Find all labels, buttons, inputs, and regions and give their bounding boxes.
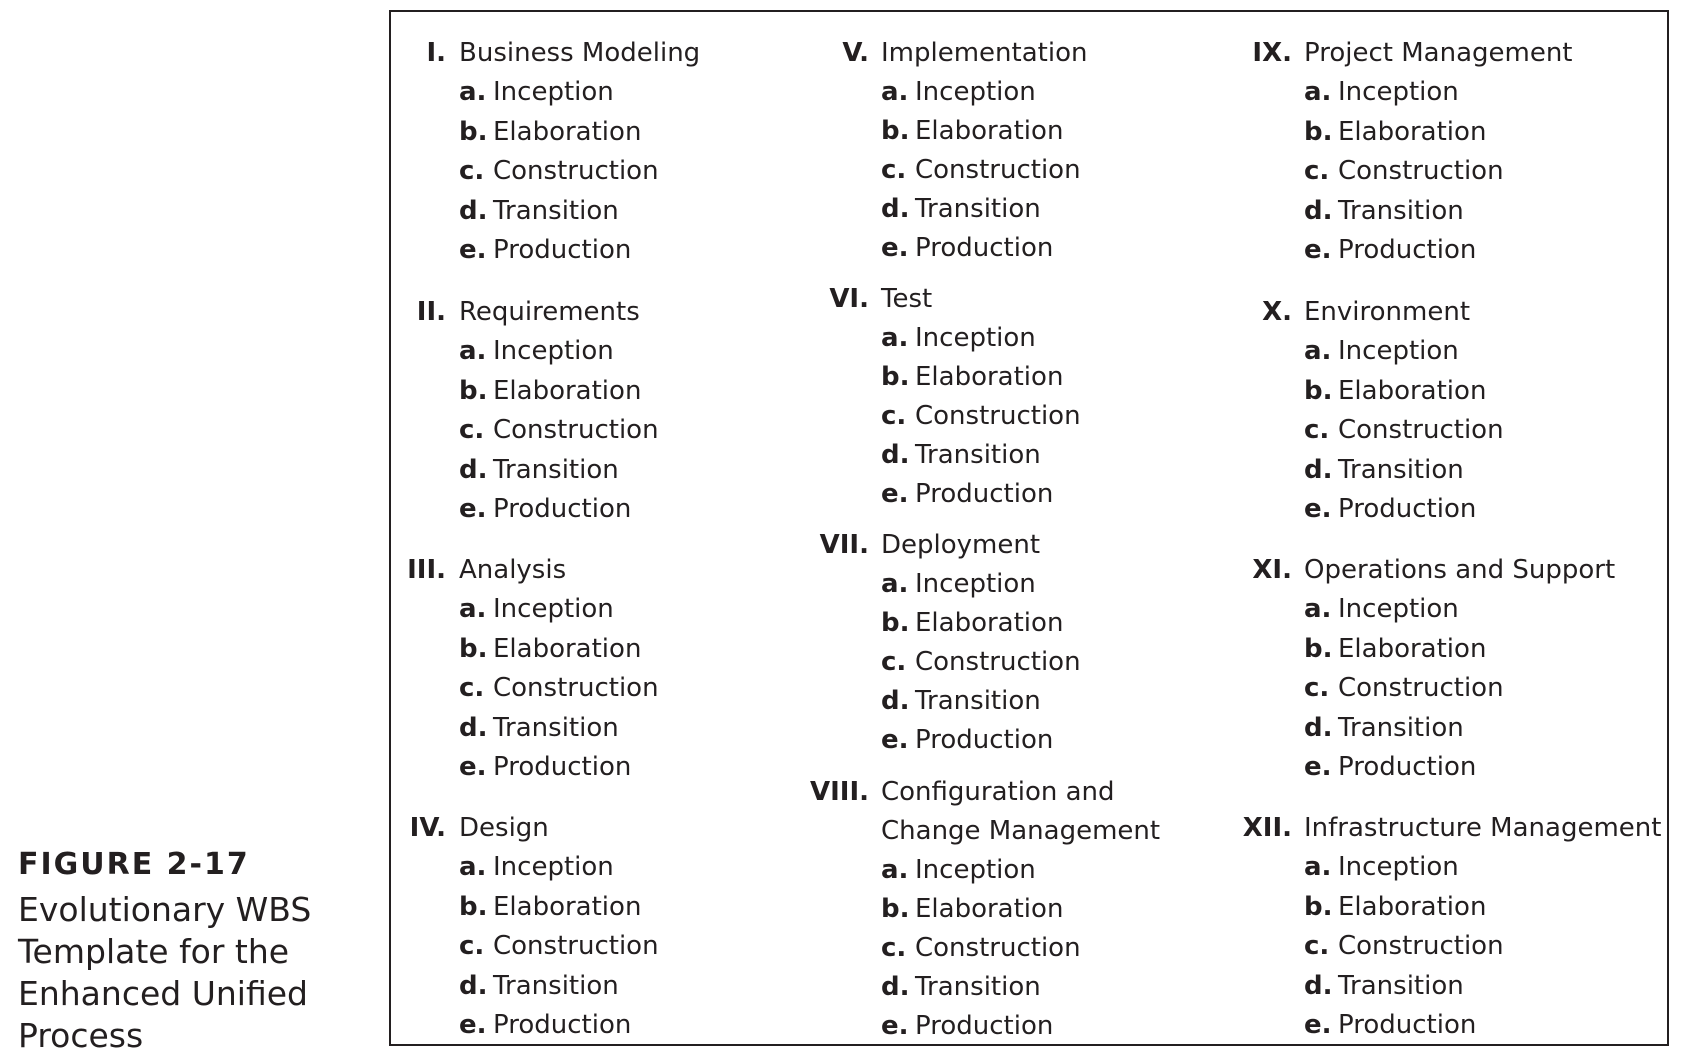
phase-letter: d.: [881, 972, 910, 1002]
phase-letter: c.: [459, 673, 485, 703]
phase-letter: c.: [459, 156, 485, 186]
phase-letter: e.: [881, 1011, 909, 1041]
caption-line: Template for the: [18, 932, 290, 971]
section-numeral: I.: [426, 38, 446, 68]
phase-name: Elaboration: [915, 362, 1064, 392]
phase-letter: d.: [1304, 970, 1333, 1001]
phase-letter: c.: [1304, 931, 1330, 961]
phase-letter: a.: [1304, 336, 1332, 366]
phase-letter: c.: [881, 933, 907, 963]
phase-letter: d.: [1304, 454, 1333, 485]
phase-letter: e.: [1304, 1010, 1332, 1040]
wbs-template-frame: [389, 10, 1669, 1046]
phase-letter: d.: [459, 195, 488, 226]
phase-letter: b.: [1304, 891, 1333, 922]
phase-name: Construction: [493, 156, 659, 186]
phase-name: Elaboration: [493, 116, 642, 147]
phase-name: Transition: [915, 194, 1041, 224]
phase-name: Production: [915, 479, 1054, 509]
figure-caption-text: [18, 889, 378, 1057]
section-numeral: II.: [416, 297, 446, 327]
phase-name: Transition: [1338, 195, 1464, 226]
phase-letter: e.: [1304, 494, 1332, 524]
phase-letter: c.: [881, 647, 907, 677]
phase-letter: e.: [1304, 235, 1332, 265]
phase-name: Construction: [915, 155, 1081, 185]
phase-letter: a.: [881, 323, 909, 353]
phase-name: Elaboration: [915, 116, 1064, 146]
phase-letter: c.: [459, 415, 485, 445]
figure-label: FIGURE 2-17: [18, 847, 250, 882]
phase-letter: b.: [459, 633, 488, 664]
section-numeral: IX.: [1252, 38, 1292, 68]
phase-letter: a.: [459, 77, 487, 107]
phase-letter: e.: [881, 479, 909, 509]
phase-name: Transition: [1338, 454, 1464, 485]
phase-letter: c.: [1304, 415, 1330, 445]
phase-letter: a.: [459, 852, 487, 882]
phase-name: Production: [915, 725, 1054, 755]
phase-name: Inception: [915, 855, 1036, 885]
phase-name: Construction: [1338, 931, 1504, 961]
caption-line: Enhanced Unified: [18, 974, 308, 1013]
phase-name: Production: [1338, 1010, 1477, 1040]
section-title: Project Management: [1304, 38, 1573, 68]
section-title: Environment: [1304, 297, 1471, 327]
phase-letter: e.: [459, 494, 487, 524]
phase-letter: d.: [881, 440, 910, 470]
section-numeral: V.: [842, 38, 869, 68]
phase-letter: c.: [459, 931, 485, 961]
caption-line: Process: [18, 1016, 144, 1055]
section-title: Operations and Support: [1304, 555, 1616, 585]
phase-letter: b.: [459, 891, 488, 922]
section-title: Change Management: [881, 816, 1161, 846]
section-title: Business Modeling: [459, 38, 701, 68]
phase-name: Inception: [493, 336, 614, 366]
phase-name: Transition: [1338, 970, 1464, 1001]
section-numeral: III.: [407, 555, 446, 585]
phase-name: Elaboration: [915, 894, 1064, 924]
phase-name: Elaboration: [1338, 633, 1487, 664]
phase-name: Construction: [915, 401, 1081, 431]
phase-name: Transition: [493, 712, 619, 743]
phase-letter: d.: [881, 686, 910, 716]
phase-name: Construction: [1338, 673, 1504, 703]
phase-name: Production: [493, 494, 632, 524]
phase-letter: d.: [881, 194, 910, 224]
phase-name: Inception: [915, 569, 1036, 599]
phase-letter: c.: [881, 155, 907, 185]
phase-letter: e.: [881, 233, 909, 263]
phase-name: Elaboration: [1338, 375, 1487, 406]
phase-name: Elaboration: [493, 375, 642, 406]
section-numeral: VII.: [819, 530, 869, 560]
phase-name: Inception: [1338, 336, 1459, 366]
section-numeral: VI.: [829, 284, 869, 314]
phase-name: Transition: [915, 972, 1041, 1002]
section-numeral: IV.: [409, 813, 446, 843]
section-title: Requirements: [459, 297, 640, 327]
phase-letter: a.: [1304, 594, 1332, 624]
phase-letter: b.: [1304, 375, 1333, 406]
phase-letter: a.: [459, 336, 487, 366]
phase-letter: e.: [459, 752, 487, 782]
section-numeral: XII.: [1242, 813, 1292, 843]
figure-caption: [18, 845, 378, 1057]
phase-letter: e.: [1304, 752, 1332, 782]
phase-name: Inception: [915, 77, 1036, 107]
phase-letter: b.: [881, 894, 910, 924]
phase-name: Construction: [1338, 156, 1504, 186]
phase-name: Production: [915, 1011, 1054, 1041]
phase-name: Elaboration: [1338, 891, 1487, 922]
section-title: Design: [459, 813, 549, 843]
section-title: Configuration and: [881, 777, 1115, 807]
phase-letter: e.: [881, 725, 909, 755]
phase-name: Inception: [1338, 77, 1459, 107]
phase-letter: a.: [881, 569, 909, 599]
phase-letter: d.: [1304, 712, 1333, 743]
phase-name: Transition: [493, 454, 619, 485]
phase-name: Transition: [915, 440, 1041, 470]
phase-letter: a.: [881, 855, 909, 885]
phase-name: Production: [1338, 494, 1477, 524]
phase-letter: a.: [459, 594, 487, 624]
section-title: Test: [881, 284, 933, 314]
phase-letter: c.: [881, 401, 907, 431]
phase-name: Production: [493, 235, 632, 265]
phase-name: Construction: [915, 647, 1081, 677]
section-numeral: XI.: [1252, 555, 1292, 585]
phase-letter: d.: [459, 970, 488, 1001]
phase-name: Production: [493, 1010, 632, 1040]
phase-name: Transition: [915, 686, 1041, 716]
phase-letter: d.: [459, 454, 488, 485]
section-numeral: X.: [1262, 297, 1292, 327]
section-title: Analysis: [459, 555, 567, 585]
phase-letter: a.: [881, 77, 909, 107]
section-title: Implementation: [881, 38, 1088, 68]
phase-name: Production: [1338, 752, 1477, 782]
phase-name: Production: [1338, 235, 1477, 265]
phase-letter: b.: [881, 116, 910, 146]
phase-name: Inception: [493, 852, 614, 882]
phase-letter: b.: [1304, 633, 1333, 664]
phase-name: Transition: [493, 195, 619, 226]
phase-name: Construction: [915, 933, 1081, 963]
phase-name: Transition: [1338, 712, 1464, 743]
phase-letter: b.: [881, 608, 910, 638]
phase-name: Production: [915, 233, 1054, 263]
phase-letter: b.: [459, 116, 488, 147]
section-numeral: VIII.: [809, 777, 869, 807]
phase-name: Inception: [493, 77, 614, 107]
phase-name: Construction: [493, 415, 659, 445]
phase-letter: e.: [459, 1010, 487, 1040]
phase-name: Inception: [493, 594, 614, 624]
phase-letter: b.: [1304, 116, 1333, 147]
phase-letter: c.: [1304, 673, 1330, 703]
phase-name: Inception: [1338, 594, 1459, 624]
phase-name: Construction: [493, 673, 659, 703]
phase-letter: e.: [459, 235, 487, 265]
section-title: Deployment: [881, 530, 1041, 560]
phase-name: Transition: [493, 970, 619, 1001]
phase-letter: b.: [459, 375, 488, 406]
caption-line: Evolutionary WBS: [18, 890, 312, 929]
phase-name: Elaboration: [915, 608, 1064, 638]
phase-name: Construction: [1338, 415, 1504, 445]
phase-name: Inception: [915, 323, 1036, 353]
phase-letter: a.: [1304, 852, 1332, 882]
section-title: Infrastructure Management: [1304, 813, 1662, 843]
phase-name: Production: [493, 752, 632, 782]
phase-name: Inception: [1338, 852, 1459, 882]
phase-letter: c.: [1304, 156, 1330, 186]
phase-name: Elaboration: [493, 633, 642, 664]
phase-letter: b.: [881, 362, 910, 392]
phase-letter: d.: [459, 712, 488, 743]
phase-name: Construction: [493, 931, 659, 961]
phase-letter: d.: [1304, 195, 1333, 226]
phase-name: Elaboration: [1338, 116, 1487, 147]
phase-letter: a.: [1304, 77, 1332, 107]
phase-name: Elaboration: [493, 891, 642, 922]
